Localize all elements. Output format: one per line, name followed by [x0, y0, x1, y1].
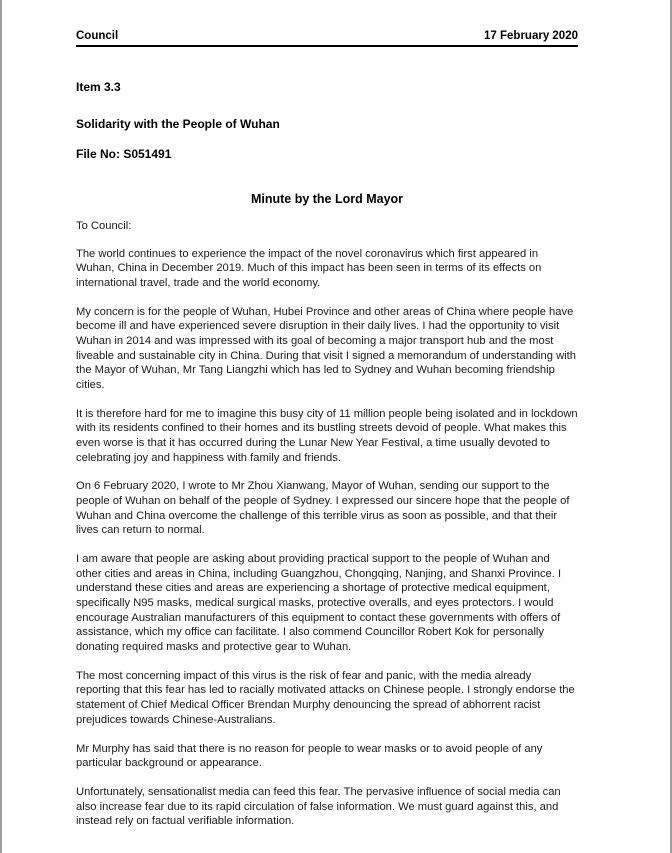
header-rule	[76, 45, 578, 47]
body-paragraph: The most concerning impact of this virus is the risk of fear and panic, with the media already reporting that this fear has led to racially motivated attacks on Chinese people. I strongly endorse the statement of Chief Medical Officer Brendan Murphy denouncing the spread of abhorrent racist prejudices towards Chinese-Australians.	[76, 669, 575, 726]
document-content	[76, 0, 578, 829]
body-paragraph: I am aware that people are asking about providing practical support to the people of Wuhan and other cities and areas in China, including Guangzhou, Chongqing, Nanjing, and Shanxi Province. I understand these cities and areas are experiencing a shortage of protective medical equipment, specifically N95 masks, medical surgical masks, protective overalls, and eyes protectors. I would encourage Australian manufacturers of this equipment to contact these governments with offers of assistance, which my office can facilitate. I also commend Councillor Robert Kok for personally donating required masks and protective gear to Wuhan.	[76, 553, 562, 653]
file-number: File No: S051491	[76, 147, 172, 161]
body-paragraph: My concern is for the people of Wuhan, Hubei Province and other areas of China where people have become ill and have experienced severe disruption in their daily lives. I had the opportunity to visit Wuhan in 2014 and was impressed with its goal of becoming a major transport hub and the most liveable and sustainable city in China. During that visit I signed a memorandum of understanding with the Mayor of Wuhan, Mr Tang Liangzhi which has led to Sydney and Wuhan becoming friendship cities.	[76, 305, 576, 391]
salutation: To Council:	[76, 220, 132, 232]
body-paragraph: Unfortunately, sensationalist media can feed this fear. The pervasive influence of social media can also increase fear due to its rapid circulation of false information. We must guard against this, and instead rely on factual verifiable information.	[76, 786, 561, 828]
body-paragraph: On 6 February 2020, I wrote to Mr Zhou Xianwang, Mayor of Wuhan, sending our support to the people of Wuhan on behalf of the people of Sydney. I expressed our sincere hope that the people of Wuhan and China overcome the challenge of this terrible virus as soon as possible, and that their lives can return to normal.	[76, 480, 570, 537]
document-title: Solidarity with the People of Wuhan	[76, 117, 280, 131]
body-paragraph: It is therefore hard for me to imagine this busy city of 11 million people being isolated and in lockdown with its residents confined to their homes and its bustling streets devoid of people. What makes this even worse is that it has occurred during the Lunar New Year Festival, a time usually devoted to celebrating joy and happiness with family and friends.	[76, 407, 578, 464]
header-date: 17 February 2020	[484, 30, 578, 42]
body-paragraph: The world continues to experience the impact of the novel coronavirus which first appeared in Wuhan, China in December 2019. Much of this impact has been seen in terms of its effects on international travel, trade and the world economy.	[76, 247, 542, 289]
header-left-text: Council	[76, 30, 119, 42]
item-number: Item 3.3	[76, 80, 121, 94]
body-paragraph: Mr Murphy has said that there is no reason for people to wear masks or to avoid people of any particular background or appearance.	[76, 742, 543, 770]
section-heading: Minute by the Lord Mayor	[250, 192, 404, 206]
page-header	[76, 0, 578, 42]
